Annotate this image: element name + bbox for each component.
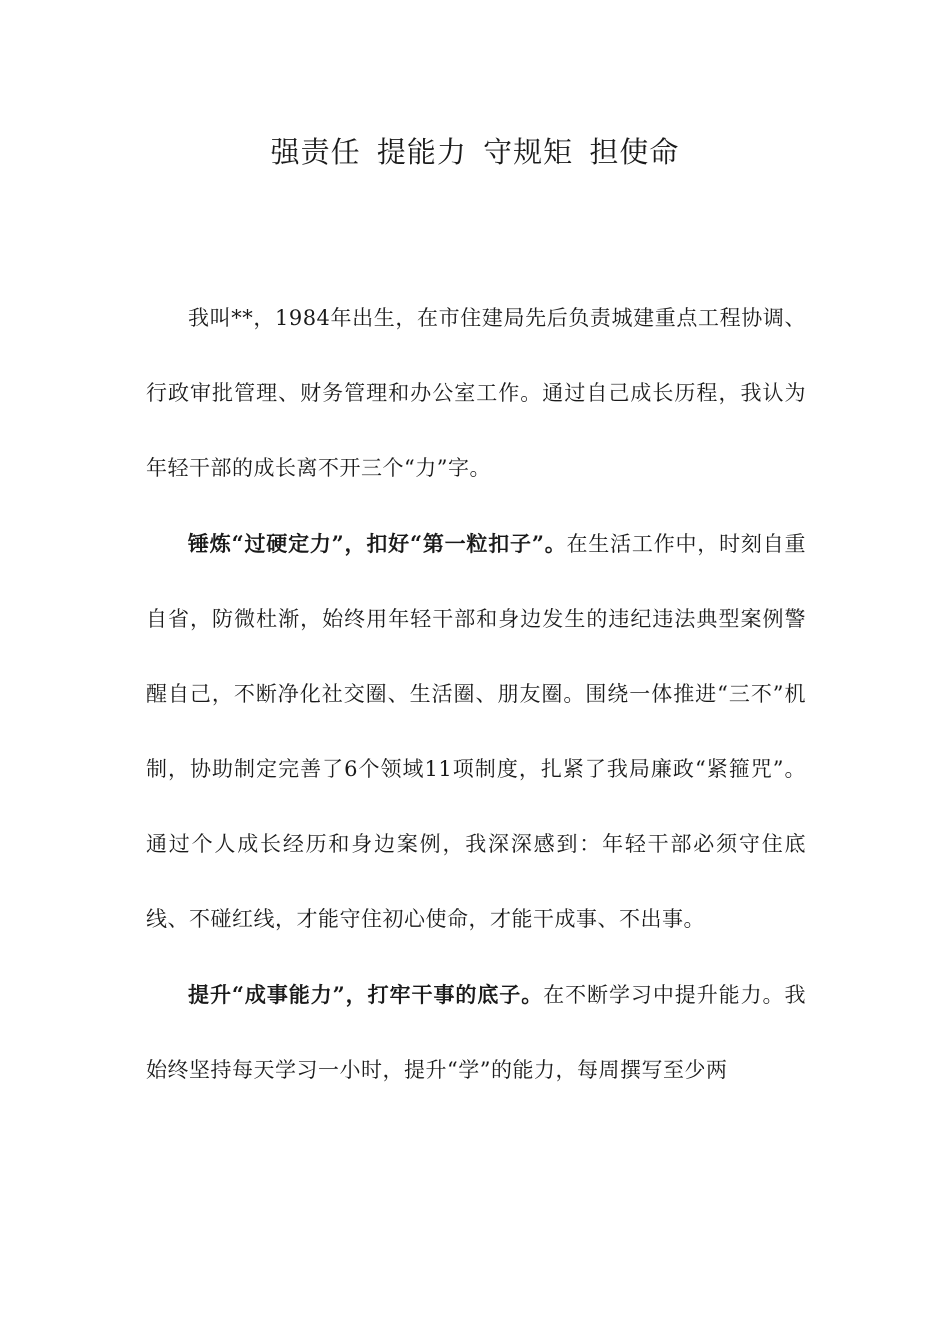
paragraph-lead: 锤炼“过硬定力”，扣好“第一粒扣子”。 [188,531,567,556]
document-title: 强责任 提能力 守规矩 担使命 [270,135,680,169]
paragraph-text: 在不断学习中提升能力。我始终坚持每天学习一小时，提升“学”的能力，每周撰写至少两 [146,983,806,1082]
paragraph-integrity [146,506,806,957]
paragraph-lead: 提升“成事能力”，打牢干事的底子。 [188,982,544,1007]
paragraph-intro [146,280,806,506]
paragraph-text: 我叫**，1984年出生，在市住建局先后负责城建重点工程协调、行政审批管理、财务管理和办公室工作。通过自己成长历程，我认为年轻干部的成长离不开三个“力”字。 [146,306,806,480]
paragraph-text: 在生活工作中，时刻自重自省，防微杜渐，始终用年轻干部和身边发生的违纪违法典型案例警醒自己，不断净化社交圈、生活圈、朋友圈。围绕一体推进“三不”机制，协助制定完善了6个领域11项制度，扎紧了我局廉政“紧箍咒”。通过个人成长经历和身边案例，我深深感到：年轻干部必须守住底线、不碰红线，才能守住初心使命，才能干成事、不出事。 [146,532,806,931]
paragraph-ability [146,957,806,1108]
document-body [146,280,806,1108]
